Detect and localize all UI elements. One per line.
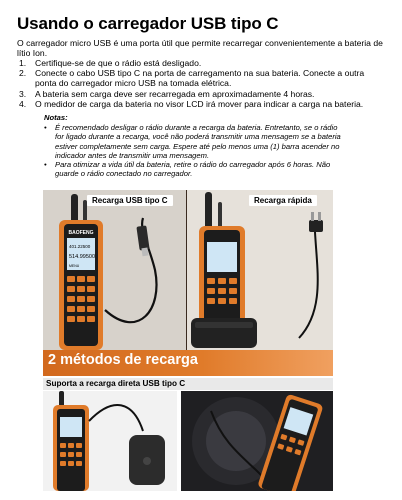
notes-section [44, 113, 344, 178]
page-title: Usando o carregador USB tipo C [17, 14, 279, 33]
screen-line-2: 514.99500 [69, 254, 95, 260]
steps-list [17, 58, 387, 109]
screen-line-1: 401.22500 [69, 244, 91, 249]
step-item: 2. Conecte o cabo USB tipo C na porta de carregamento na sua bateria. Conecte a outra ponta do carregador micro USB na tomada elétrica. [19, 68, 365, 89]
bullet-icon: • [44, 160, 47, 170]
notes-heading: Notas: [44, 113, 68, 122]
note-item: • É recomendado desligar o rádio durante a recarga da bateria. Entretanto, se o rádio for ligado durante a recarga, você não poderá transmitir uma mensagem se a bateria estiver completamente sem carga. Espere até pelo menos uma (1) barra acender no indicador antes de transmitir uma mensagem. [44, 123, 341, 160]
radio-car-illustration [181, 391, 333, 491]
usb-direct-image [43, 391, 333, 491]
step-item: 1. Certifique-se de que o rádio está desligado. [19, 58, 202, 68]
methods-banner-text: 2 métodos de recarga [48, 352, 198, 368]
radio-powerbank-illustration [43, 391, 177, 491]
bullet-icon: • [44, 123, 47, 133]
notes-list [44, 123, 344, 178]
usb-charging-panel [43, 190, 186, 350]
brand-text: BAOFENG [68, 230, 94, 236]
radio-dock-illustration [187, 190, 333, 350]
intro-paragraph: O carregador micro USB é uma porta útil que permite recarregar convenientemente a bateria de lítio Ion. [17, 38, 383, 59]
fast-charging-panel [187, 190, 333, 350]
car-charging-panel [181, 391, 333, 491]
note-item: • Para otimizar a vida útil da bateria, retire o rádio do carregador após 6 horas. Não guarde o rádio conectado no carregador. [44, 160, 331, 179]
screen-menu: MENU [69, 264, 80, 268]
methods-banner [43, 350, 333, 376]
powerbank-panel [43, 391, 177, 491]
usb-direct-caption: Suporta a recarga direta USB tipo C [43, 378, 333, 390]
step-item: 4. O medidor de carga da bateria no visor LCD irá mover para indicar a carga na bateria. [19, 98, 364, 109]
radio-usb-illustration [43, 190, 186, 350]
step-item: 3. A bateria sem carga deve ser recarregada em aproximadamente 4 horas. [19, 88, 315, 99]
usb-charging-label: Recarga USB tipo C [87, 195, 173, 206]
fast-charging-label: Recarga rápida [249, 195, 317, 206]
charging-methods-image [43, 190, 333, 376]
